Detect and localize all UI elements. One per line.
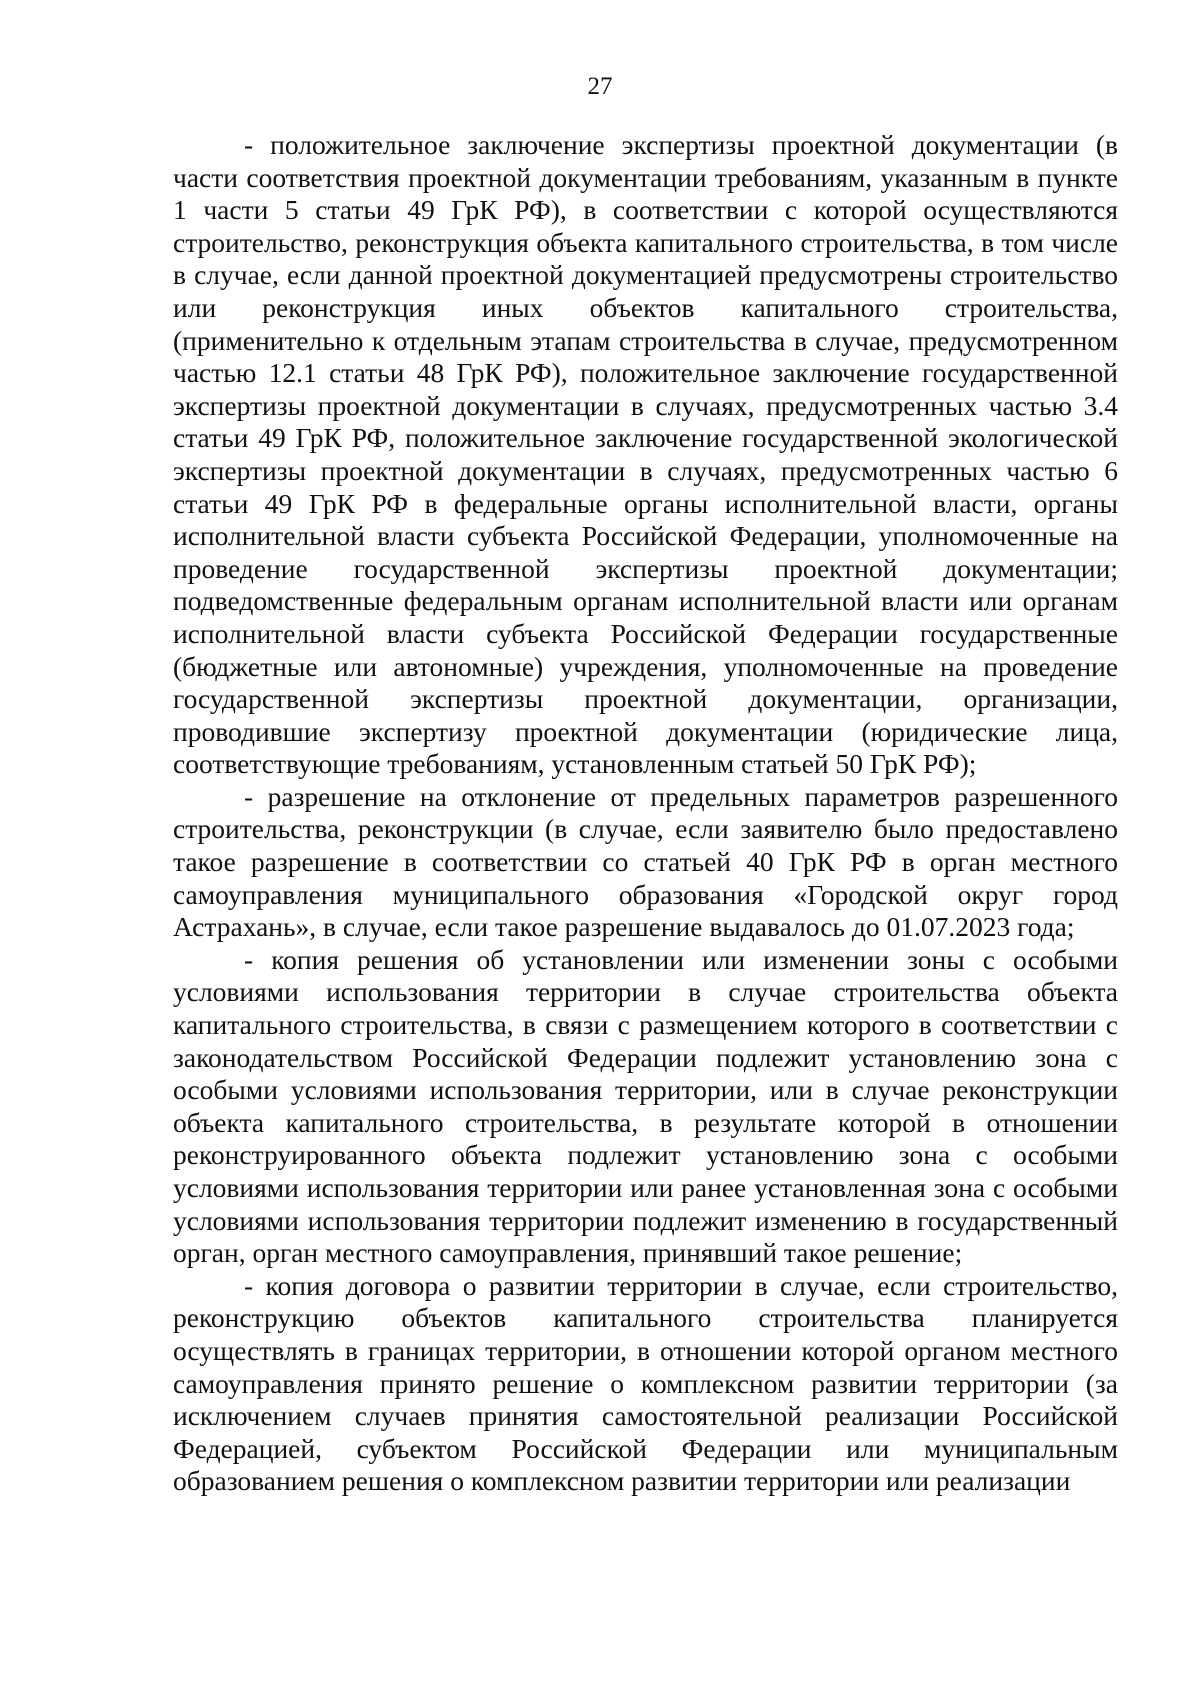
- paragraph-deviation-permit: - разрешение на отклонение от предельных параметров разрешенного строительства, реконструкции (в случае, если заявителю было предоставлено такое разрешение в соответствии со статьей 40 ГрК РФ в орган местного самоуправления муниципального образования «Городской округ город Астрахань», в случае, если такое разрешение выдавалось до 01.07.2023 года;: [173, 780, 1118, 943]
- paragraph-territory-development-agreement: - копия договора о развитии территории в случае, если строительство, реконструкцию объектов капитального строительства планируется осуществлять в границах территории, в отношении которой органом местного самоуправления принято решение о комплексном развитии территории (за исключением случаев принятия самостоятельной реализации Российской Федерацией, субъектом Российской Федерации или муниципальным образованием решения о комплексном развитии территории или реализации: [173, 1269, 1118, 1497]
- paragraph-special-zone-decision: - копия решения об установлении или изменении зоны с особыми условиями использования территории в случае строительства объекта капитального строительства, в связи с размещением которого в соответствии с законодательством Российской Федерации подлежит установлению зона с особыми условиями использования территории, или в случае реконструкции объекта капитального строительства, в результате которой в отношении реконструированного объекта подлежит установлению зона с особыми условиями использования территории или ранее установленная зона с особыми условиями использования территории подлежит изменению в государственный орган, орган местного самоуправления, принявший такое решение;: [173, 943, 1118, 1269]
- document-body: [173, 129, 1118, 1498]
- paragraph-expertise-conclusion: - положительное заключение экспертизы проектной документации (в части соответствия проектной документации требованиям, указанным в пункте 1 части 5 статьи 49 ГрК РФ), в соответствии с которой осуществляются строительство, реконструкция объекта капитального строительства, в том числе в случае, если данной проектной документацией предусмотрены строительство или реконструкция иных объектов капитального строительства, (применительно к отдельным этапам строительства в случае, предусмотренном частью 12.1 статьи 48 ГрК РФ), положительное заключение государственной экспертизы проектной документации в случаях, предусмотренных частью 3.4 статьи 49 ГрК РФ, положительное заключение государственной экологической экспертизы проектной документации в случаях, предусмотренных частью 6 статьи 49 ГрК РФ в федеральные органы исполнительной власти, органы исполнительной власти субъекта Российской Федерации, уполномоченные на проведение государственной экспертизы проектной документации; подведомственные федеральным органам исполнительной власти или органам исполнительной власти субъекта Российской Федерации государственные (бюджетные или автономные) учреждения, уполномоченные на проведение государственной экспертизы проектной документации, организации, проводившие экспертизу проектной документации (юридические лица, соответствующие требованиям, установленным статьей 50 ГрК РФ);: [173, 129, 1118, 780]
- page-number: 27: [587, 73, 613, 100]
